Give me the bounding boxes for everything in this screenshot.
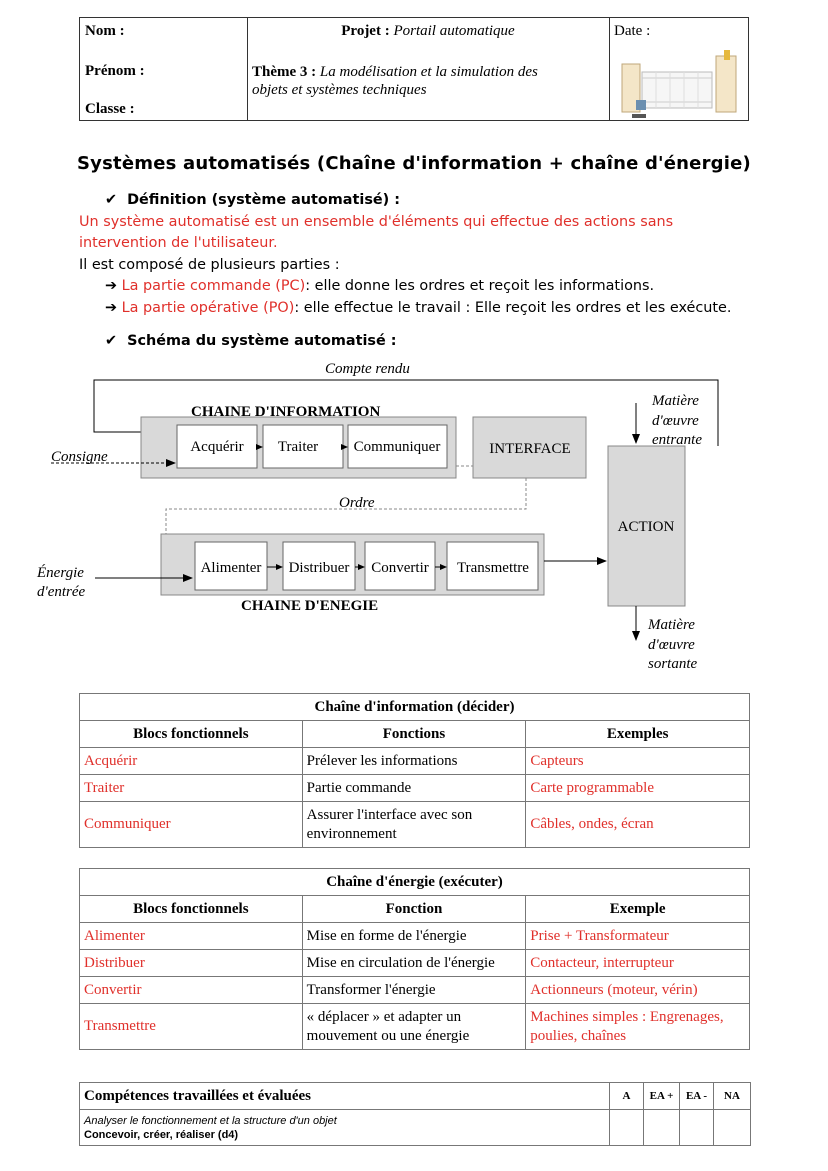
column-header: Exemple — [526, 896, 750, 923]
nom-label: Nom : — [85, 23, 125, 39]
classe-label: Classe : — [85, 101, 135, 117]
table-row — [80, 1004, 750, 1050]
column-header: Blocs fonctionnels — [80, 896, 303, 923]
exemple-cell: Machines simples : Engrenages, poulies, chaînes — [526, 1004, 750, 1050]
competences-table — [79, 1082, 751, 1146]
action-label: ACTION — [617, 519, 675, 535]
composed-text: Il est composé de plusieurs parties : — [79, 257, 340, 273]
chaine-information-label: CHAINE D'INFORMATION — [191, 404, 381, 420]
project-cell — [247, 18, 610, 120]
column-header: Exemples — [526, 721, 750, 748]
traiter-label: Traiter — [277, 439, 319, 455]
header-table — [79, 17, 749, 121]
interface-label: INTERFACE — [489, 441, 571, 457]
chaine-energie-label: CHAINE D'ENEGIE — [241, 598, 379, 614]
table-title: Chaîne d'énergie (exécuter) — [80, 869, 750, 896]
matiere-sortante-1: Matière — [648, 617, 695, 633]
fonction-cell: « déplacer » et adapter un mouvement ou une énergie — [302, 1004, 526, 1050]
column-header: Blocs fonctionnels — [80, 721, 303, 748]
arrow-right-icon: ➔ — [105, 278, 118, 294]
matiere-entrante-3: entrante — [652, 432, 702, 448]
matiere-sortante-3: sortante — [648, 656, 698, 672]
fonction-cell: Transformer l'énergie — [302, 977, 526, 1004]
table-row — [80, 775, 750, 802]
column-header: Fonction — [302, 896, 526, 923]
po-label: La partie opérative (PO) — [121, 300, 295, 316]
competences-title: Compétences travaillées et évaluées — [80, 1083, 610, 1110]
bloc-cell: Acquérir — [80, 748, 303, 775]
fonction-cell: Partie commande — [302, 775, 526, 802]
table-row — [80, 748, 750, 775]
energie-label-2: d'entrée — [37, 584, 86, 600]
prenom-label: Prénom : — [85, 63, 145, 79]
po-text: : elle effectue le travail : Elle reçoit les ordres et les exécute. — [294, 300, 732, 316]
table-title: Chaîne d'information (décider) — [80, 694, 750, 721]
table-row — [80, 977, 750, 1004]
communiquer-label: Communiquer — [353, 439, 441, 455]
energie-label-1: Énergie — [37, 565, 84, 581]
chaine-information-table — [79, 693, 750, 848]
table-row — [80, 950, 750, 977]
date-cell — [610, 18, 748, 120]
automated-system-diagram — [0, 355, 828, 685]
transmettre-label: Transmettre — [457, 560, 529, 576]
competence-line1: Analyser le fonctionnement et la structure d'un objet — [84, 1114, 337, 1127]
consigne-label: Consigne — [51, 449, 108, 465]
chaine-energie-table — [79, 868, 750, 1050]
pc-item — [105, 278, 654, 294]
grade-na-cell[interactable] — [714, 1110, 751, 1146]
pc-label: La partie commande (PC) — [121, 278, 306, 294]
theme-line2: objets et systèmes techniques — [252, 82, 427, 98]
date-label: Date : — [614, 23, 651, 39]
definition-heading — [105, 192, 400, 208]
table-row — [80, 802, 750, 848]
bloc-cell: Traiter — [80, 775, 303, 802]
grade-na-header: NA — [714, 1083, 751, 1110]
table-row — [80, 923, 750, 950]
ordre-label: Ordre — [339, 495, 375, 511]
matiere-entrante-2: d'œuvre — [652, 413, 699, 429]
grade-ea-plus-cell[interactable] — [644, 1110, 680, 1146]
exemple-cell: Capteurs — [526, 748, 750, 775]
bloc-cell: Transmettre — [80, 1004, 303, 1050]
definition-text-line2: intervention de l'utilisateur. — [79, 235, 278, 251]
po-item — [105, 300, 731, 316]
project-label: Projet : — [341, 23, 390, 39]
acquerir-label: Acquérir — [190, 439, 244, 455]
distribuer-label: Distribuer — [288, 560, 350, 576]
exemple-cell: Carte programmable — [526, 775, 750, 802]
exemple-cell: Actionneurs (moteur, vérin) — [526, 977, 750, 1004]
check-icon: ✔ — [105, 333, 118, 349]
check-icon: ✔ — [105, 192, 118, 208]
fonction-cell: Mise en forme de l'énergie — [302, 923, 526, 950]
theme-block — [252, 63, 538, 99]
matiere-sortante-2: d'œuvre — [648, 637, 695, 653]
bloc-cell: Distribuer — [80, 950, 303, 977]
matiere-entrante-1: Matière — [652, 393, 699, 409]
compte-rendu-label: Compte rendu — [325, 361, 410, 377]
schema-heading — [105, 333, 397, 349]
bloc-cell: Alimenter — [80, 923, 303, 950]
grade-ea-minus-cell[interactable] — [680, 1110, 714, 1146]
column-header: Fonctions — [302, 721, 526, 748]
definition-heading-text: Définition (système automatisé) : — [127, 192, 400, 208]
bloc-cell: Convertir — [80, 977, 303, 1004]
exemple-cell: Prise + Transformateur — [526, 923, 750, 950]
bloc-cell: Communiquer — [80, 802, 303, 848]
pc-text: : elle donne les ordres et reçoit les informations. — [305, 278, 655, 294]
gate-illustration — [612, 44, 744, 118]
grade-a-cell[interactable] — [610, 1110, 644, 1146]
fonction-cell: Mise en circulation de l'énergie — [302, 950, 526, 977]
convertir-label: Convertir — [371, 560, 429, 576]
grade-ea-minus-header: EA - — [680, 1083, 714, 1110]
competence-line2: Concevoir, créer, réaliser (d4) — [84, 1128, 239, 1141]
project-value: Portail automatique — [393, 23, 515, 39]
grade-a-header: A — [610, 1083, 644, 1110]
schema-heading-text: Schéma du système automatisé : — [127, 333, 397, 349]
exemple-cell: Contacteur, interrupteur — [526, 950, 750, 977]
arrow-right-icon: ➔ — [105, 300, 118, 316]
competences-items — [80, 1110, 610, 1146]
student-info-cell — [80, 18, 248, 120]
definition-text-line1: Un système automatisé est un ensemble d'éléments qui effectue des actions sans — [79, 214, 674, 230]
grade-ea-plus-header: EA + — [644, 1083, 680, 1110]
page-title: Systèmes automatisés (Chaîne d'information + chaîne d'énergie) — [77, 153, 751, 174]
alimenter-label: Alimenter — [200, 560, 262, 576]
exemple-cell: Câbles, ondes, écran — [526, 802, 750, 848]
fonction-cell: Prélever les informations — [302, 748, 526, 775]
theme-line1: La modélisation et la simulation des — [319, 64, 538, 80]
fonction-cell: Assurer l'interface avec son environnement — [302, 802, 526, 848]
theme-label: Thème 3 : — [252, 64, 317, 80]
project-line — [247, 23, 609, 40]
